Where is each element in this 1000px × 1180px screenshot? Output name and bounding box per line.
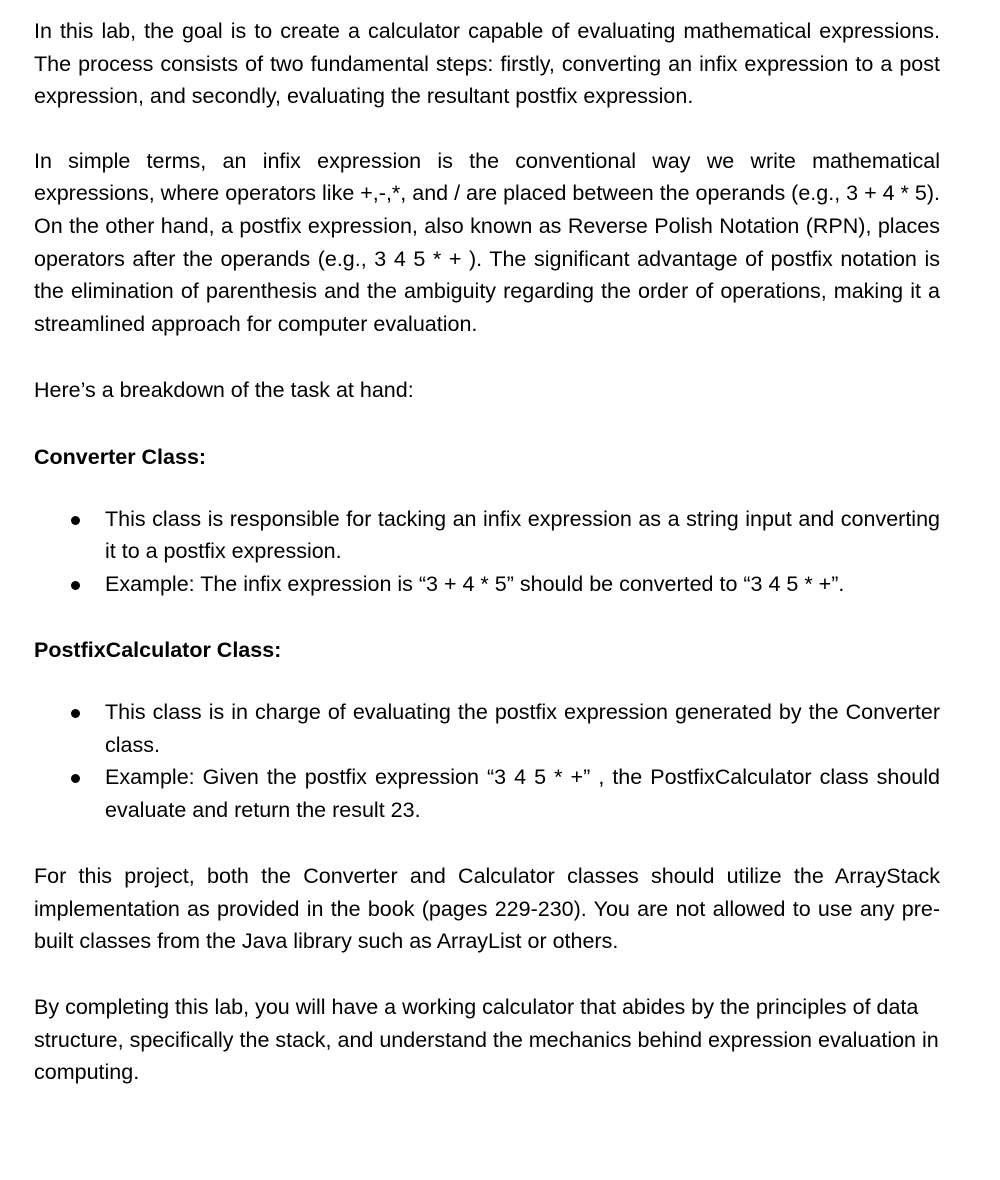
bullet-icon xyxy=(71,709,80,718)
closing-paragraph: By completing this lab, you will have a working calculator that abides by the principles of data structure, specifically the stack, and understand the mechanics behind expression evaluation in computing. xyxy=(34,995,939,1085)
intro-paragraph: In this lab, the goal is to create a calculator capable of evaluating mathematical expressions. The process consists of two fundamental steps: firstly, converting an infix expression to a post expression, and secondly, evaluating the resultant postfix expression. xyxy=(34,19,940,109)
postfix-calculator-class-heading: PostfixCalculator Class: xyxy=(34,638,282,663)
calculator-bullet-text: This class is in charge of evaluating the postfix expression generated by the Converter class. xyxy=(105,699,940,757)
explanation-paragraph: In simple terms, an infix expression is the conventional way we write mathematical expressions, where operators like +,-,*, and / are placed between the operands (e.g., 3 + 4 * 5). On the other hand, a postfix expression, also known as Reverse Polish Notation (RPN), places operators after the operands (e.g., 3 4 5 * + ). The significant advantage of postfix notation is the elimination of parenthesis and the ambiguity regarding the order of operations, making it a streamlined approach for computer evaluation. xyxy=(34,148,940,336)
breakdown-intro: Here’s a breakdown of the task at hand: xyxy=(34,378,414,403)
requirements-paragraph: For this project, both the Converter and Calculator classes should utilize the ArrayStack implementation as provided in the book (pages 229-230). You are not allowed to use any pre-built classes from the Java library such as ArrayList or others. xyxy=(34,864,940,954)
bullet-icon xyxy=(71,581,80,590)
list-item xyxy=(105,761,940,826)
converter-example-text: Example: The infix expression is “3 + 4 * 5” should be converted to “3 4 5 * +”. xyxy=(105,571,845,596)
converter-bullet-text: This class is responsible for tacking an infix expression as a string input and converting it to a postfix expression. xyxy=(105,506,940,564)
converter-class-heading: Converter Class: xyxy=(34,444,207,469)
bullet-icon xyxy=(71,516,80,525)
calculator-example-text: Example: Given the postfix expression “3 4 5 * +” , the PostfixCalculator class should evaluate and return the result 23. xyxy=(105,765,940,822)
list-item xyxy=(105,696,940,761)
list-item xyxy=(105,568,940,601)
calculator-bullet-list xyxy=(34,696,940,826)
converter-bullet-list xyxy=(34,503,940,601)
bullet-icon xyxy=(71,774,80,783)
list-item xyxy=(105,503,940,568)
